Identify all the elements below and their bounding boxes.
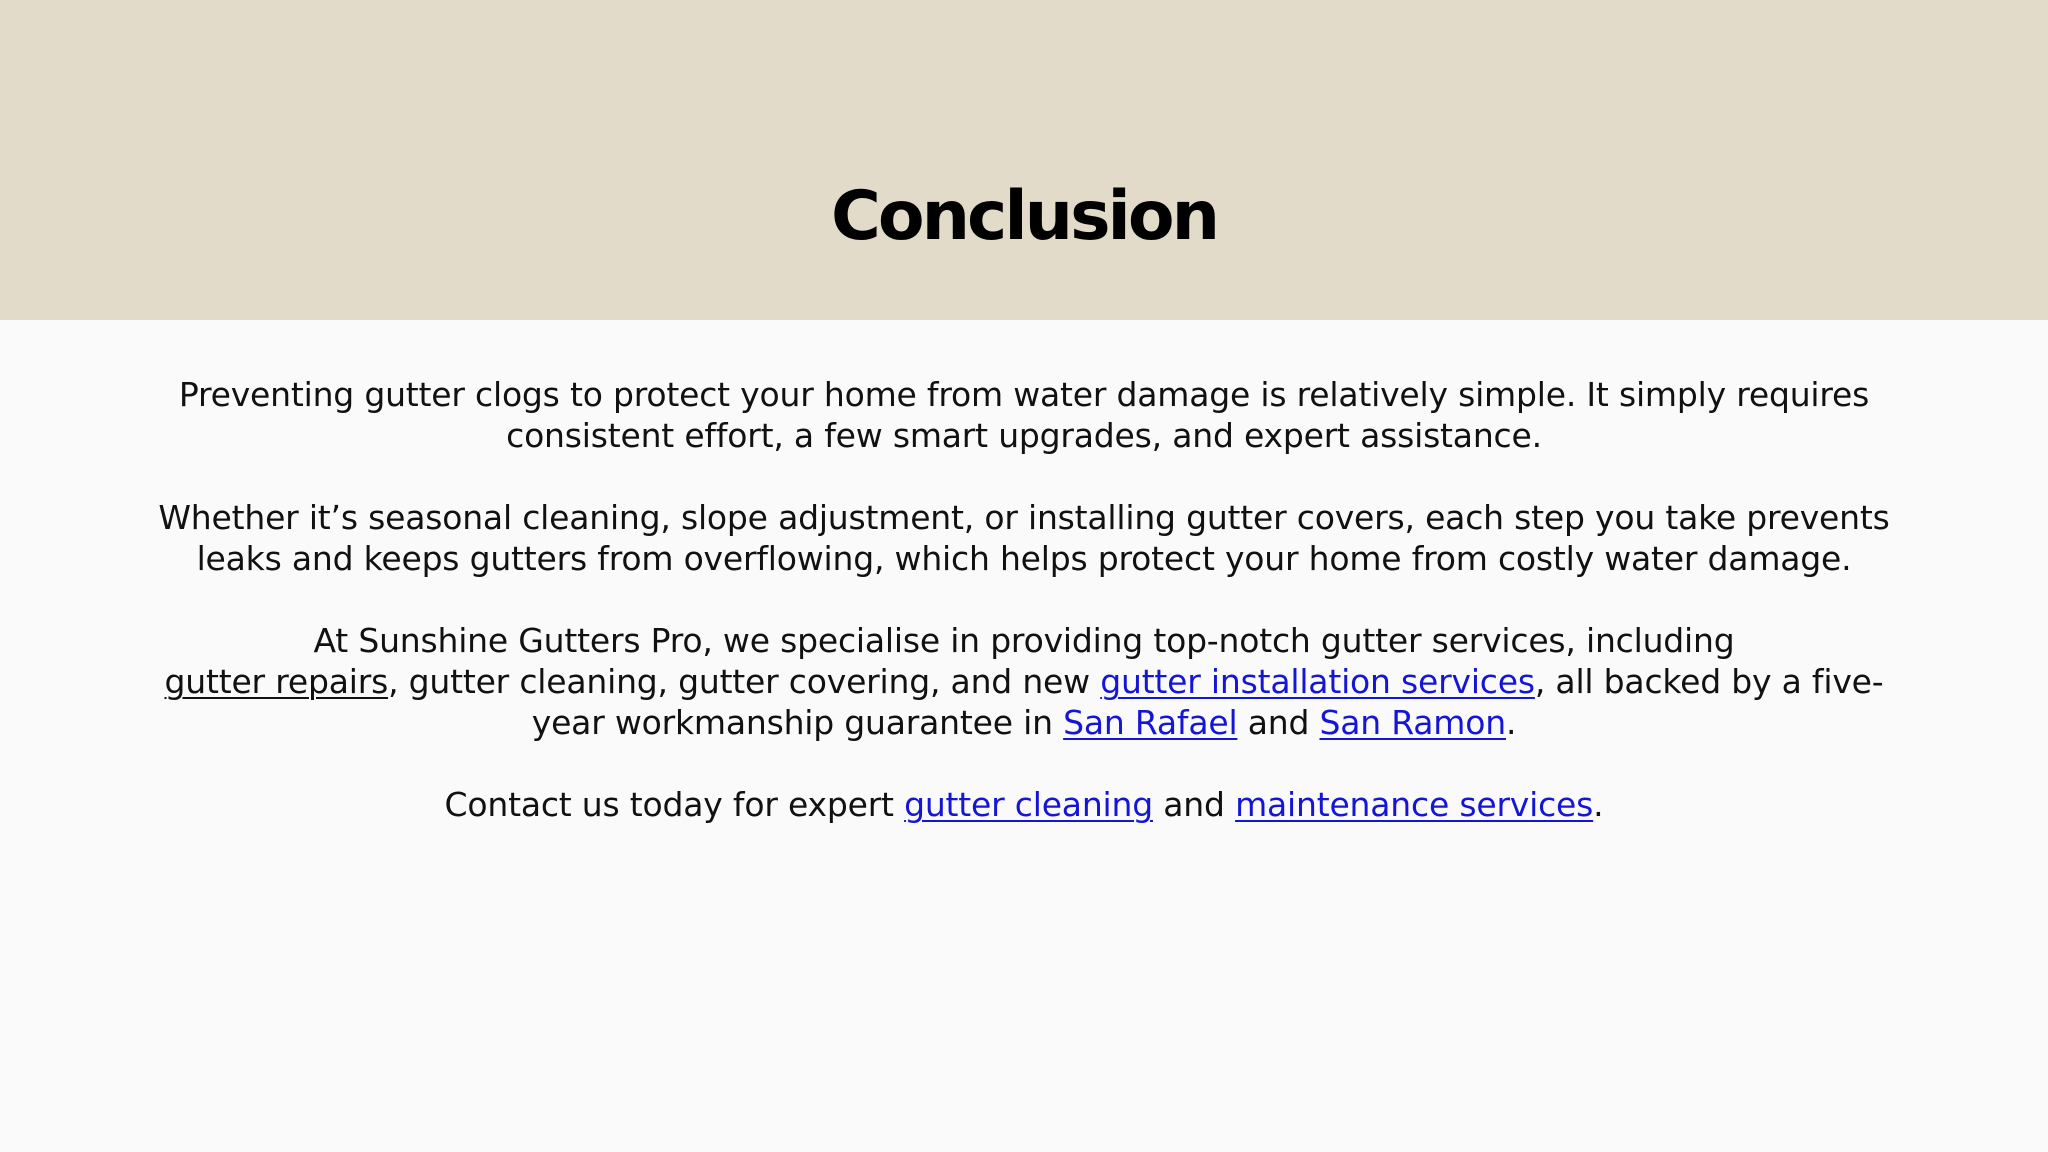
services-text-d: . [1505,703,1517,742]
header-banner [0,0,2048,320]
conclusion-content [150,374,1898,866]
services-text-c: and [1237,703,1320,742]
paragraph-contact [150,784,1898,825]
services-text-a: , gutter cleaning, gutter covering, and new [388,662,1101,701]
san-rafael-link[interactable]: San Rafael [1063,703,1238,742]
contact-text-c: . [1593,785,1604,824]
paragraph-services [150,620,1898,743]
page-title: Conclusion [831,177,1217,256]
services-intro-text: At Sunshine Gutters Pro, we specialise in providing top-notch gutter services, including [313,621,1735,660]
san-ramon-link[interactable]: San Ramon [1319,703,1506,742]
gutter-repairs-link[interactable]: gutter repairs [164,662,389,701]
gutter-installation-link[interactable]: gutter installation services [1100,662,1535,701]
paragraph-intro: Preventing gutter clogs to protect your home from water damage is relatively simple. It simply requires consistent effort, a few smart upgrades, and expert assistance. [178,375,1870,455]
services-text-b: , all backed by a five-year workmanship guarantee in [531,662,1884,742]
maintenance-services-link[interactable]: maintenance services [1235,785,1594,824]
gutter-cleaning-link[interactable]: gutter cleaning [904,785,1153,824]
paragraph-steps: Whether it’s seasonal cleaning, slope adjustment, or installing gutter covers, each step you take prevents leaks and keeps gutters from overflowing, which helps protect your home from costly water damage. [158,498,1890,578]
contact-text-b: and [1152,785,1236,824]
contact-text-a: Contact us today for expert [444,785,905,824]
